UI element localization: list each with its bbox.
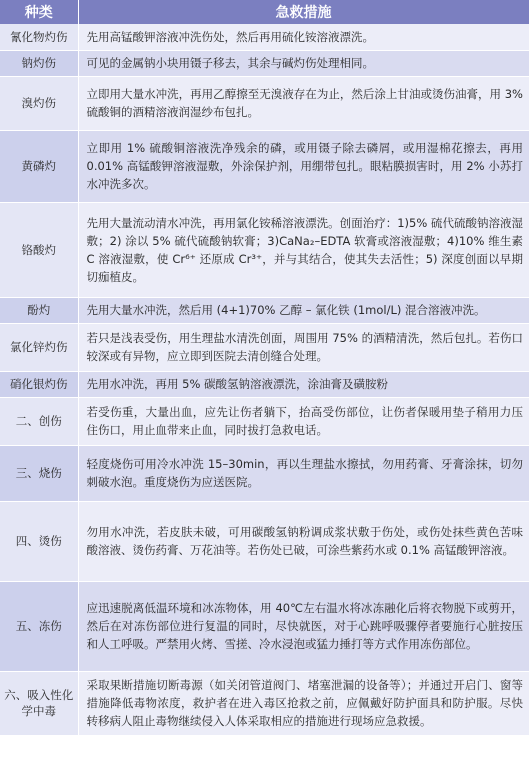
table-row — [0, 323, 529, 371]
table-row — [0, 445, 529, 501]
row-measure: 轻度烧伤可用冷水冲洗 15–30min，再以生理盐水擦拭，勿用药膏、牙膏涂抹，切勿刺破水泡。重度烧伤为应送医院。 — [78, 445, 529, 501]
row-type: 铬酸灼 — [0, 202, 78, 297]
row-type: 五、冻伤 — [0, 581, 78, 671]
row-type: 三、烧伤 — [0, 445, 78, 501]
table-header-row — [0, 0, 529, 24]
row-measure: 若受伤重，大量出血，应先让伤者躺下，抬高受伤部位，让伤者保暖用垫子稍用力压住伤口，用止血带来止血，同时拔打急救电话。 — [78, 397, 529, 445]
table-row — [0, 130, 529, 202]
row-measure: 先用水冲洗，再用 5% 碳酸氢钠溶液漂洗，涂油膏及磺胺粉 — [78, 371, 529, 397]
row-type: 四、烫伤 — [0, 501, 78, 581]
row-measure: 可见的金属钠小块用镊子移去，其余与碱灼伤处理相同。 — [78, 50, 529, 76]
row-measure: 立即用 1% 硫酸铜溶液洗净残余的磷，或用镊子除去磷屑，或用湿棉花擦去，再用 0.01% 高锰酸钾溶液湿敷，外涂保护剂，用绷带包扎。眼粘膜损害时，用 2% 小苏打水冲洗多次。 — [78, 130, 529, 202]
table-row — [0, 671, 529, 735]
row-type: 氰化物灼伤 — [0, 24, 78, 50]
row-type: 酚灼 — [0, 297, 78, 323]
row-measure: 先用大量水冲洗，然后用 (4+1)70% 乙醇 – 氯化铁 (1mol/L) 混合溶液冲洗。 — [78, 297, 529, 323]
row-measure: 立即用大量水冲洗，再用乙醇擦至无溴液存在为止，然后涂上甘油或烫伤油膏，用 3% 硫酸铜的酒精溶液润湿纱布包扎。 — [78, 76, 529, 130]
table-row — [0, 371, 529, 397]
row-type: 溴灼伤 — [0, 76, 78, 130]
row-type: 二、创伤 — [0, 397, 78, 445]
table-row — [0, 581, 529, 671]
table-row — [0, 76, 529, 130]
table-row — [0, 297, 529, 323]
row-type: 氯化锌灼伤 — [0, 323, 78, 371]
header-measures: 急救措施 — [78, 0, 529, 24]
row-measure: 若只是浅表受伤，用生理盐水清洗创面，周围用 75% 的酒精清洗，然后包扎。若伤口较深或有异物，应立即到医院去清创缝合处理。 — [78, 323, 529, 371]
row-measure: 先用高锰酸钾溶液冲洗伤处，然后再用硫化铵溶液漂洗。 — [78, 24, 529, 50]
header-type: 种类 — [0, 0, 78, 24]
table-row — [0, 397, 529, 445]
row-type: 黄磷灼 — [0, 130, 78, 202]
table-row — [0, 501, 529, 581]
row-measure: 勿用水冲洗，若皮肤未破，可用碳酸氢钠粉调成浆状敷于伤处，或伤处抹些黄色苦味酸溶液、烫伤药膏、万花油等。若伤处已破，可涂些紫药水或 0.1% 高锰酸钾溶液。 — [78, 501, 529, 581]
table-row — [0, 24, 529, 50]
row-measure: 应迅速脱离低温环境和冰冻物体，用 40℃左右温水将冰冻融化后将衣物脱下或剪开，然后在对冻伤部位进行复温的同时，尽快就医，对于心跳呼吸骤停者要施行心脏按压和人工呼吸。严禁用火烤、雪搓、冷水浸泡或猛力捶打等方式作用冻伤部位。 — [78, 581, 529, 671]
row-type: 硝化银灼伤 — [0, 371, 78, 397]
table-row — [0, 202, 529, 297]
row-type: 钠灼伤 — [0, 50, 78, 76]
row-measure: 采取果断措施切断毒源（如关闭管道阀门、堵塞泄漏的设备等）；并通过开启门、窗等措施降低毒物浓度，救护者在进入毒区抢救之前，应佩戴好防护面具和防护服。尽快转移病人阻止毒物继续侵入人体采取相应的措施进行现场应急救援。 — [78, 671, 529, 735]
row-measure: 先用大量流动清水冲洗，再用氯化铵稀溶液漂洗。创面治疗：1)5% 硫代硫酸钠溶液湿敷；2) 涂以 5% 硫代硫酸钠软膏；3)CaNa₂–EDTA 软膏或溶液湿敷；4)10% 维生素 C 溶液湿敷，使 Cr⁶⁺ 还原成 Cr³⁺，并与其结合，使其失去活性；5) 深度创面以早期切痂植皮。 — [78, 202, 529, 297]
table-row — [0, 50, 529, 76]
row-type: 六、吸入性化学中毒 — [0, 671, 78, 735]
